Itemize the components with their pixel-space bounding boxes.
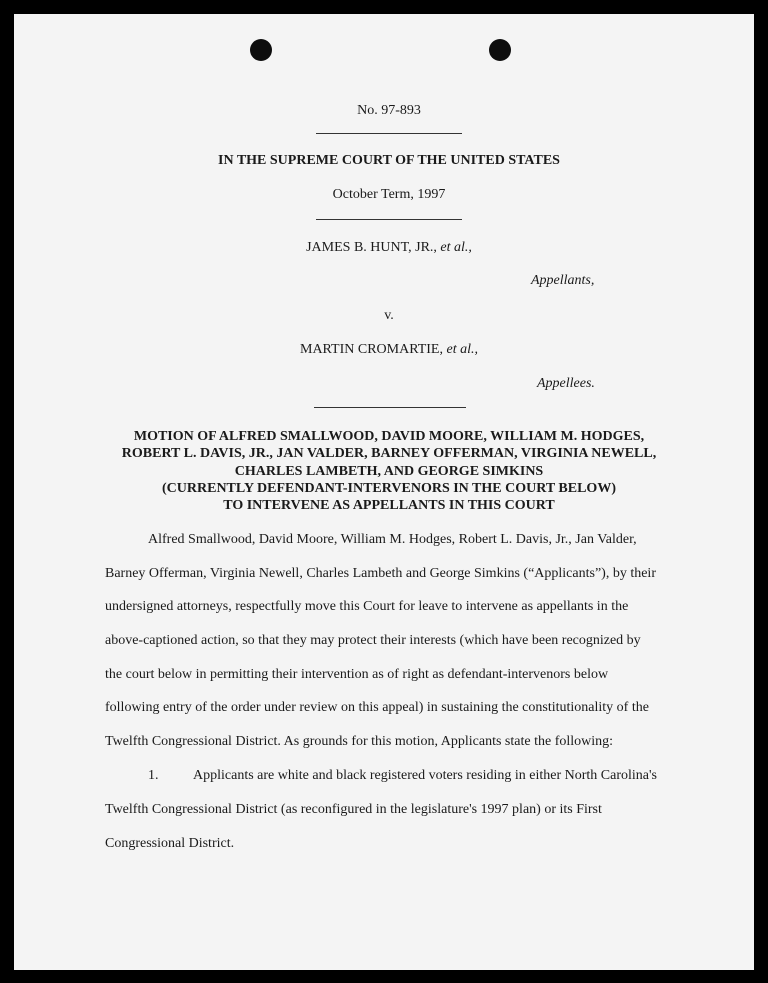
court-name: IN THE SUPREME COURT OF THE UNITED STATES xyxy=(218,153,560,168)
motion-title-line: (CURRENTLY DEFENDANT-INTERVENORS IN THE COURT BELOW) xyxy=(162,480,616,496)
motion-title-line: MOTION OF ALFRED SMALLWOOD, DAVID MOORE, WILLIAM M. HODGES, xyxy=(133,429,645,444)
appellee-name: MARTIN CROMARTIE, xyxy=(300,342,447,357)
body-line: Twelfth Congressional District. As grounds for this motion, Applicants state the following: xyxy=(105,734,614,749)
item-line: Applicants are white and black registered voters residing in either North Carolina's xyxy=(193,768,657,783)
body-line: the court below in permitting their intervention as of right as defendant-intervenors below xyxy=(105,667,609,682)
motion-title-line: ROBERT L. DAVIS, JR., JAN VALDER, BARNEY OFFERMAN, VIRGINIA NEWELL, xyxy=(121,446,657,462)
document-page xyxy=(14,14,754,970)
item-number: 1. xyxy=(148,768,159,783)
body-line: following entry of the order under review on this appeal) in sustaining the constitutionality of the xyxy=(105,700,649,715)
body-line: undersigned attorneys, respectfully move this Court for leave to intervene as appellants in the xyxy=(105,599,629,614)
divider-rule xyxy=(316,219,462,220)
item-line: Twelfth Congressional District (as reconfigured in the legislature's 1997 plan) or its First xyxy=(105,802,602,817)
body-line: above-captioned action, so that they may protect their interests (which have been recognized by xyxy=(105,633,641,648)
appellant-name: JAMES B. HUNT, JR., xyxy=(306,240,441,255)
motion-title xyxy=(94,428,684,514)
divider-rule xyxy=(316,133,462,134)
appellant-et-al: et al., xyxy=(440,240,472,255)
item-line: Congressional District. xyxy=(105,836,235,851)
punch-hole-left xyxy=(250,39,272,61)
body-line: Barney Offerman, Virginia Newell, Charles Lambeth and George Simkins (“Applicants”), by their xyxy=(105,566,656,581)
appellee-et-al: et al., xyxy=(446,342,478,357)
appellee-party xyxy=(14,342,764,358)
motion-title-line: CHARLES LAMBETH, AND GEORGE SIMKINS xyxy=(234,463,544,479)
appellees-label: Appellees. xyxy=(537,376,595,391)
versus: v. xyxy=(384,308,394,323)
body-line: Alfred Smallwood, David Moore, William M. Hodges, Robert L. Davis, Jr., Jan Valder, xyxy=(148,532,637,547)
divider-rule xyxy=(314,407,466,408)
punch-hole-right xyxy=(489,39,511,61)
term: October Term, 1997 xyxy=(332,187,446,202)
docket-number: No. 97-893 xyxy=(357,103,421,118)
appellant-party xyxy=(14,240,764,256)
appellants-label: Appellants, xyxy=(531,273,595,288)
motion-title-line: TO INTERVENE AS APPELLANTS IN THIS COURT xyxy=(223,498,555,514)
